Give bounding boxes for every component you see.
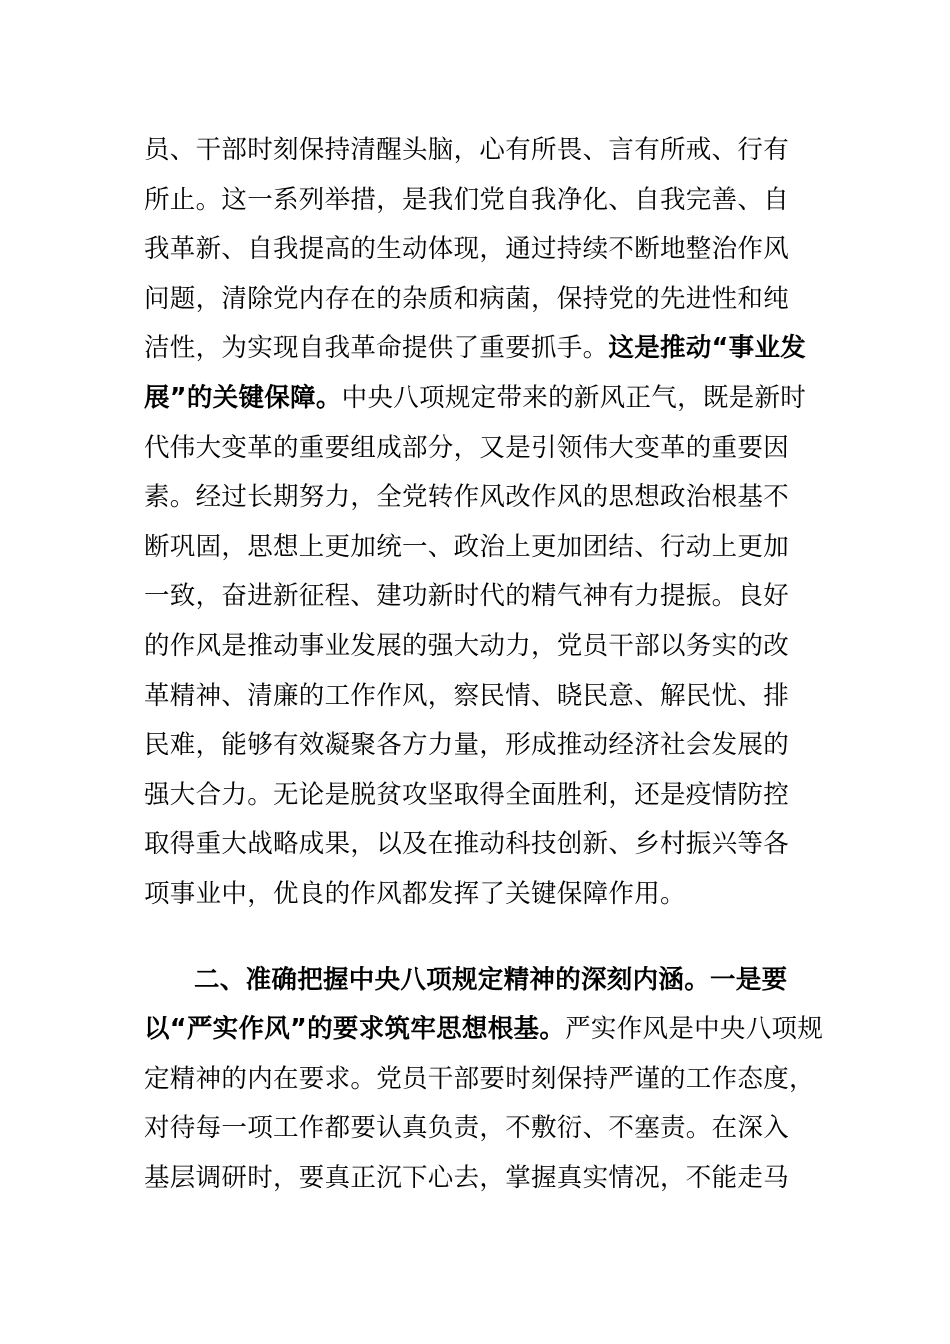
text-line: 强大合力。无论是脱贫攻坚取得全面胜利，还是疫情防控 [144,779,790,810]
bold-heading-run: 展”的关键保障。 [144,382,342,413]
text-line: 取得重大战略成果，以及在推动科技创新、乡村振兴等各 [144,829,790,860]
text-run: 洁性，为实现自我革命提供了重要抓手。 [144,333,609,364]
text-line: 的作风是推动事业发展的强大动力，党员干部以务实的改 [144,630,790,661]
text-line: 问题，清除党内存在的杂质和病菌，保持党的先进性和纯 [144,283,790,314]
text-line [144,1005,824,1055]
text-line: 基层调研时，要真正沉下心去，掌握真实情况，不能走马 [144,1162,790,1193]
text-line [144,374,808,424]
text-line: 一致，奋进新征程、建功新时代的精气神有力提振。良好 [144,581,790,612]
text-line: 革精神、清廉的工作作风，察民情、晓民意、解民忧、排 [144,680,790,711]
text-line: 定精神的内在要求。党员干部要时刻保持严谨的工作态度， [144,1063,815,1094]
text-line: 民难，能够有效凝聚各方力量，形成推动经济社会发展的 [144,730,790,761]
document-body [144,126,824,1203]
text-line: 断巩固，思想上更加统一、政治上更加团结、行动上更加 [144,531,790,562]
paragraph-2 [144,956,824,1204]
text-line: 员、干部时刻保持清醒头脑，心有所畏、言有所戒、行有 [144,135,790,165]
bold-heading-run: 以“严实作风”的要求筑牢思想根基。 [144,1014,566,1045]
paragraph-1 [144,126,808,920]
section-heading-line: 二、准确把握中央八项规定精神的深刻内涵。一是要 [194,964,788,995]
text-run: 中央八项规定带来的新风正气，既是新时 [341,382,807,413]
text-line: 我革新、自我提高的生动体现，通过持续不断地整治作风 [144,234,790,265]
text-line: 代伟大变革的重要组成部分，又是引领伟大变革的重要因 [144,432,790,463]
text-line [144,324,808,374]
text-run: 严实作风是中央八项规 [565,1014,824,1045]
text-line: 素。经过长期努力，全党转作风改作风的思想政治根基不 [144,482,790,513]
text-line: 对待每一项工作都要认真负责，不敷衍、不塞责。在深入 [144,1113,790,1144]
bold-heading-run: 这是推动“事业发 [608,333,807,364]
text-line: 所止。这一系列举措，是我们党自我净化、自我完善、自 [144,184,790,215]
paragraph-spacer [144,920,808,956]
text-line: 项事业中，优良的作风都发挥了关键保障作用。 [144,878,686,909]
